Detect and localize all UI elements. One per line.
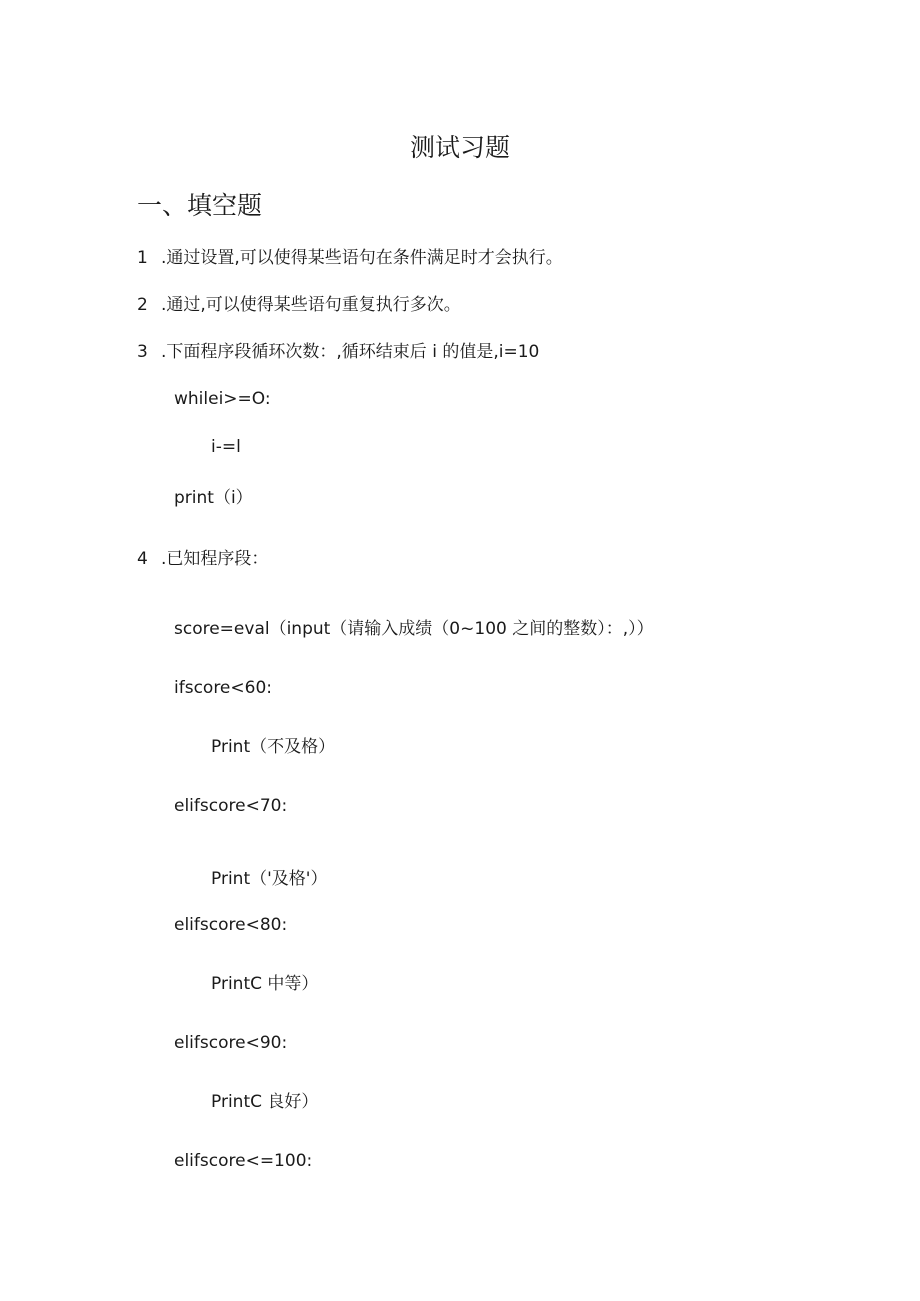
code-line: i-=l bbox=[211, 437, 241, 457]
question-text: .通过,可以使得某些语句重复执行多次。 bbox=[161, 295, 461, 315]
question-text: .下面程序段循环次数：,循环结束后 i 的值是,i=10 bbox=[161, 342, 540, 362]
page-title: 测试习题 bbox=[409, 133, 510, 162]
section-heading: 一、填空题 bbox=[137, 191, 263, 220]
question-number: 2 bbox=[137, 295, 148, 315]
code-line: whilei>=O: bbox=[174, 389, 271, 409]
code-line: PrintC 良好） bbox=[211, 1092, 319, 1112]
question-number: 3 bbox=[137, 342, 148, 362]
question-text: .已知程序段： bbox=[161, 549, 269, 569]
code-line: Print（不及格） bbox=[211, 737, 336, 757]
code-line: ifscore<60: bbox=[174, 678, 272, 698]
code-line: elifscore<70: bbox=[174, 796, 288, 816]
code-line: print（i） bbox=[174, 488, 253, 508]
question-2 bbox=[137, 290, 461, 315]
code-line: PrintC 中等） bbox=[211, 974, 319, 994]
code-line: Print（'及格'） bbox=[211, 869, 328, 889]
code-line: elifscore<=100: bbox=[174, 1151, 313, 1171]
question-text: .通过设置,可以使得某些语句在条件满足时才会执行。 bbox=[161, 248, 563, 268]
question-4 bbox=[137, 544, 268, 569]
question-number: 1 bbox=[137, 248, 148, 268]
question-3 bbox=[137, 337, 539, 362]
question-1 bbox=[137, 243, 563, 268]
code-line: score=eval（input（请输入成绩（0~100 之间的整数）：,）） bbox=[174, 619, 654, 639]
question-number: 4 bbox=[137, 549, 148, 569]
code-line: elifscore<80: bbox=[174, 915, 288, 935]
code-line: elifscore<90: bbox=[174, 1033, 288, 1053]
